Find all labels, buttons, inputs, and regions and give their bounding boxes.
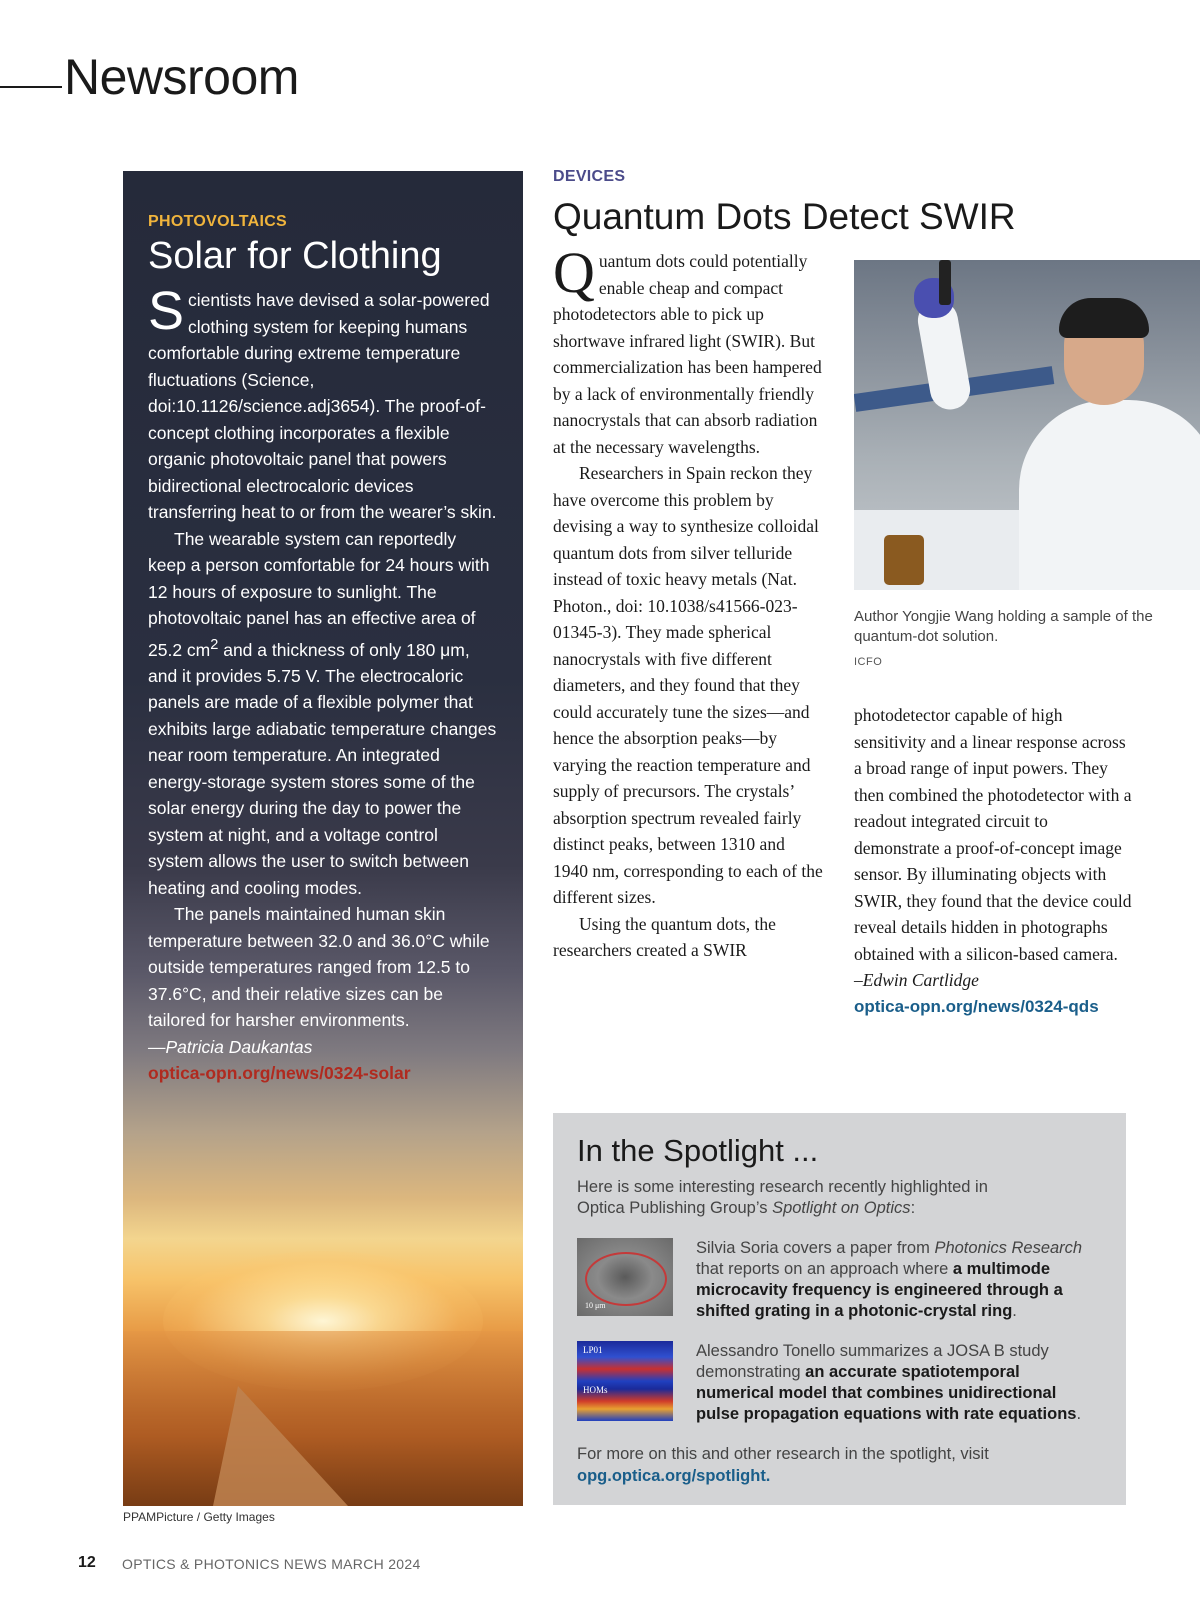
sidebar-p1-text: cientists have devised a solar-powered clothing system for keeping humans comfortable during extreme temperature fluctuations (Science, doi:10.1126/science.adj3654). The proof-of-concept clothing incorporates a flexible organic photovoltaic panel that powers bidirectional electrocaloric devices transferring heat to or from the wearer’s skin. bbox=[148, 290, 497, 522]
page-number: 12 bbox=[78, 1554, 96, 1571]
thumbnail-label-homs: HOMs bbox=[583, 1385, 608, 1395]
spotlight-item2-a: Alessandro Tonello summarizes a JOSA B study demonstrating bbox=[696, 1342, 1049, 1381]
sidebar-paragraph-1 bbox=[148, 281, 498, 526]
spotlight-item-2 bbox=[696, 1341, 1101, 1425]
section-title: Newsroom bbox=[64, 49, 299, 105]
article-author: –Edwin Cartlidge bbox=[854, 970, 979, 990]
article-column-1 bbox=[553, 240, 823, 964]
sidebar-p2-text-a: The wearable system can reportedly keep a person comfortable for 24 hours with 12 hours of exposure to sunlight. The photovoltaic panel has an effective area of 25.2 cm bbox=[148, 528, 490, 660]
thumbnail-label-lp: LP01 bbox=[583, 1345, 603, 1355]
spotlight-footer-text: For more on this and other research in the spotlight, visit bbox=[577, 1445, 989, 1463]
researcher-photo bbox=[854, 260, 1200, 590]
thumbnail-scale-bar: 10 μm bbox=[585, 1301, 606, 1310]
sidebar-paragraph-3 bbox=[148, 901, 498, 1034]
article-p2-text: Researchers in Spain reckon they have overcome this problem by devising a way to synthesize colloidal quantum dots from silver telluride instead of toxic heavy metals (Nat. Photon., doi: 10.1038/s41566-023-01345-3). They made spherical nanocrystals with five different diameters, and they found that they could accurately tune the sizes—and hence the absorption peaks—by varying the reaction temperature and supply of precursors. The crystals’ absorption spectrum revealed fairly distinct peaks, between 1310 and 1940 nm, corresponding to each of the different sizes. bbox=[553, 463, 823, 907]
article-paragraph-4 bbox=[854, 702, 1134, 967]
spotlight-title: In the Spotlight ... bbox=[577, 1133, 819, 1168]
section-rule bbox=[0, 86, 62, 88]
sidebar-paragraph-2 bbox=[148, 526, 498, 902]
spotlight-intro-em: Spotlight on Optics bbox=[772, 1199, 911, 1217]
caption-credit: ICFO bbox=[854, 656, 883, 668]
spotlight-intro-b: : bbox=[910, 1199, 916, 1217]
article-kicker: DEVICES bbox=[553, 168, 626, 185]
spotlight-footer bbox=[577, 1443, 1097, 1487]
spotlight-item1-b: that reports on an approach where bbox=[696, 1260, 953, 1278]
photo-caption: Author Yongjie Wang holding a sample of the quantum-dot solution. bbox=[854, 608, 1153, 645]
spotlight-item-1 bbox=[696, 1238, 1101, 1322]
spotlight-link[interactable]: opg.optica.org/spotlight. bbox=[577, 1467, 771, 1485]
microcavity-thumbnail[interactable] bbox=[577, 1238, 673, 1316]
article-link[interactable]: optica-opn.org/news/0324-qds bbox=[854, 996, 1099, 1016]
boardwalk bbox=[213, 1386, 348, 1506]
spotlight-item1-em: Photonics Research bbox=[934, 1239, 1083, 1257]
sidebar-dropcap: S bbox=[148, 281, 185, 341]
sidebar-body bbox=[148, 281, 498, 1087]
spotlight-item2-c: . bbox=[1076, 1405, 1082, 1423]
article-p3-text: Using the quantum dots, the researchers created a SWIR bbox=[553, 913, 776, 960]
sidebar-p3-text: The panels maintained human skin temperature between 32.0 and 36.0°C while outside temperatures ranged from 12.5 to 37.6°C, and their relative sizes can be tailored for harsher environments. bbox=[148, 904, 490, 1031]
sidebar-kicker: PHOTOVOLTAICS bbox=[148, 213, 288, 230]
sidebar-link[interactable]: optica-opn.org/news/0324-solar bbox=[148, 1063, 411, 1084]
spatiotemporal-thumbnail[interactable] bbox=[577, 1341, 673, 1421]
article-title: Quantum Dots Detect SWIR bbox=[553, 196, 1016, 237]
article-paragraph-1 bbox=[553, 240, 823, 460]
spotlight-item1-bold: a multimode microcavity frequency is engineered through a shifted grating in a photonic-crystal ring bbox=[696, 1260, 1063, 1320]
sidebar-panel bbox=[123, 171, 523, 1506]
article-p1-text: uantum dots could potentially enable cheap and compact photodetectors able to pick up shortwave infrared light (SWIR). But commercialization has been hampered by a lack of environmentally friendly nanocrystals that can absorb radiation at the necessary wavelengths. bbox=[553, 251, 822, 457]
article-paragraph-2 bbox=[553, 460, 823, 911]
article-dropcap: Q bbox=[553, 240, 595, 305]
lab-coat bbox=[1019, 400, 1200, 590]
article-paragraph-3 bbox=[553, 911, 823, 964]
sidebar-p2-sup: 2 bbox=[210, 636, 219, 653]
spotlight-item1-c: . bbox=[1012, 1302, 1017, 1320]
spotlight-intro-a: Here is some interesting research recently highlighted in Optica Publishing Group’s bbox=[577, 1178, 988, 1217]
spotlight-box bbox=[553, 1113, 1126, 1505]
spotlight-item1-a: Silvia Soria covers a paper from bbox=[696, 1239, 935, 1257]
spotlight-intro bbox=[577, 1177, 1017, 1219]
photo-credit: PPAMPicture / Getty Images bbox=[123, 1510, 275, 1524]
publication-footer: OPTICS & PHOTONICS NEWS MARCH 2024 bbox=[122, 1556, 421, 1572]
reagent-bottle bbox=[884, 535, 924, 585]
sidebar-author: —Patricia Daukantas bbox=[148, 1036, 313, 1057]
sidebar-title: Solar for Clothing bbox=[148, 235, 442, 277]
researcher-hair bbox=[1059, 298, 1149, 338]
microcavity-ring bbox=[585, 1252, 667, 1306]
spotlight-item2-bold: an accurate spatiotemporal numerical model that combines unidirectional pulse propagation equations with rate equations bbox=[696, 1363, 1077, 1423]
article-p4-text: photodetector capable of high sensitivity and a linear response across a broad range of input powers. They then combined the photodetector with a readout integrated circuit to demonstrate a proof-of-concept image sensor. By illuminating objects with SWIR, they found that the device could reveal details hidden in photographs obtained with a silicon-based camera. bbox=[854, 705, 1132, 964]
article-column-2 bbox=[854, 702, 1134, 1020]
sample-vial bbox=[939, 260, 951, 305]
sidebar-p2-text-b: and a thickness of only 180 μm, and it provides 5.75 V. The electrocaloric panels are made of a flexible polymer that exhibits large adiabatic temperature changes near room temperature. An integrated energy-storage system stores some of the solar energy during the day to power the system at night, and a voltage control system allows the user to switch between heating and cooling modes. bbox=[148, 639, 497, 898]
